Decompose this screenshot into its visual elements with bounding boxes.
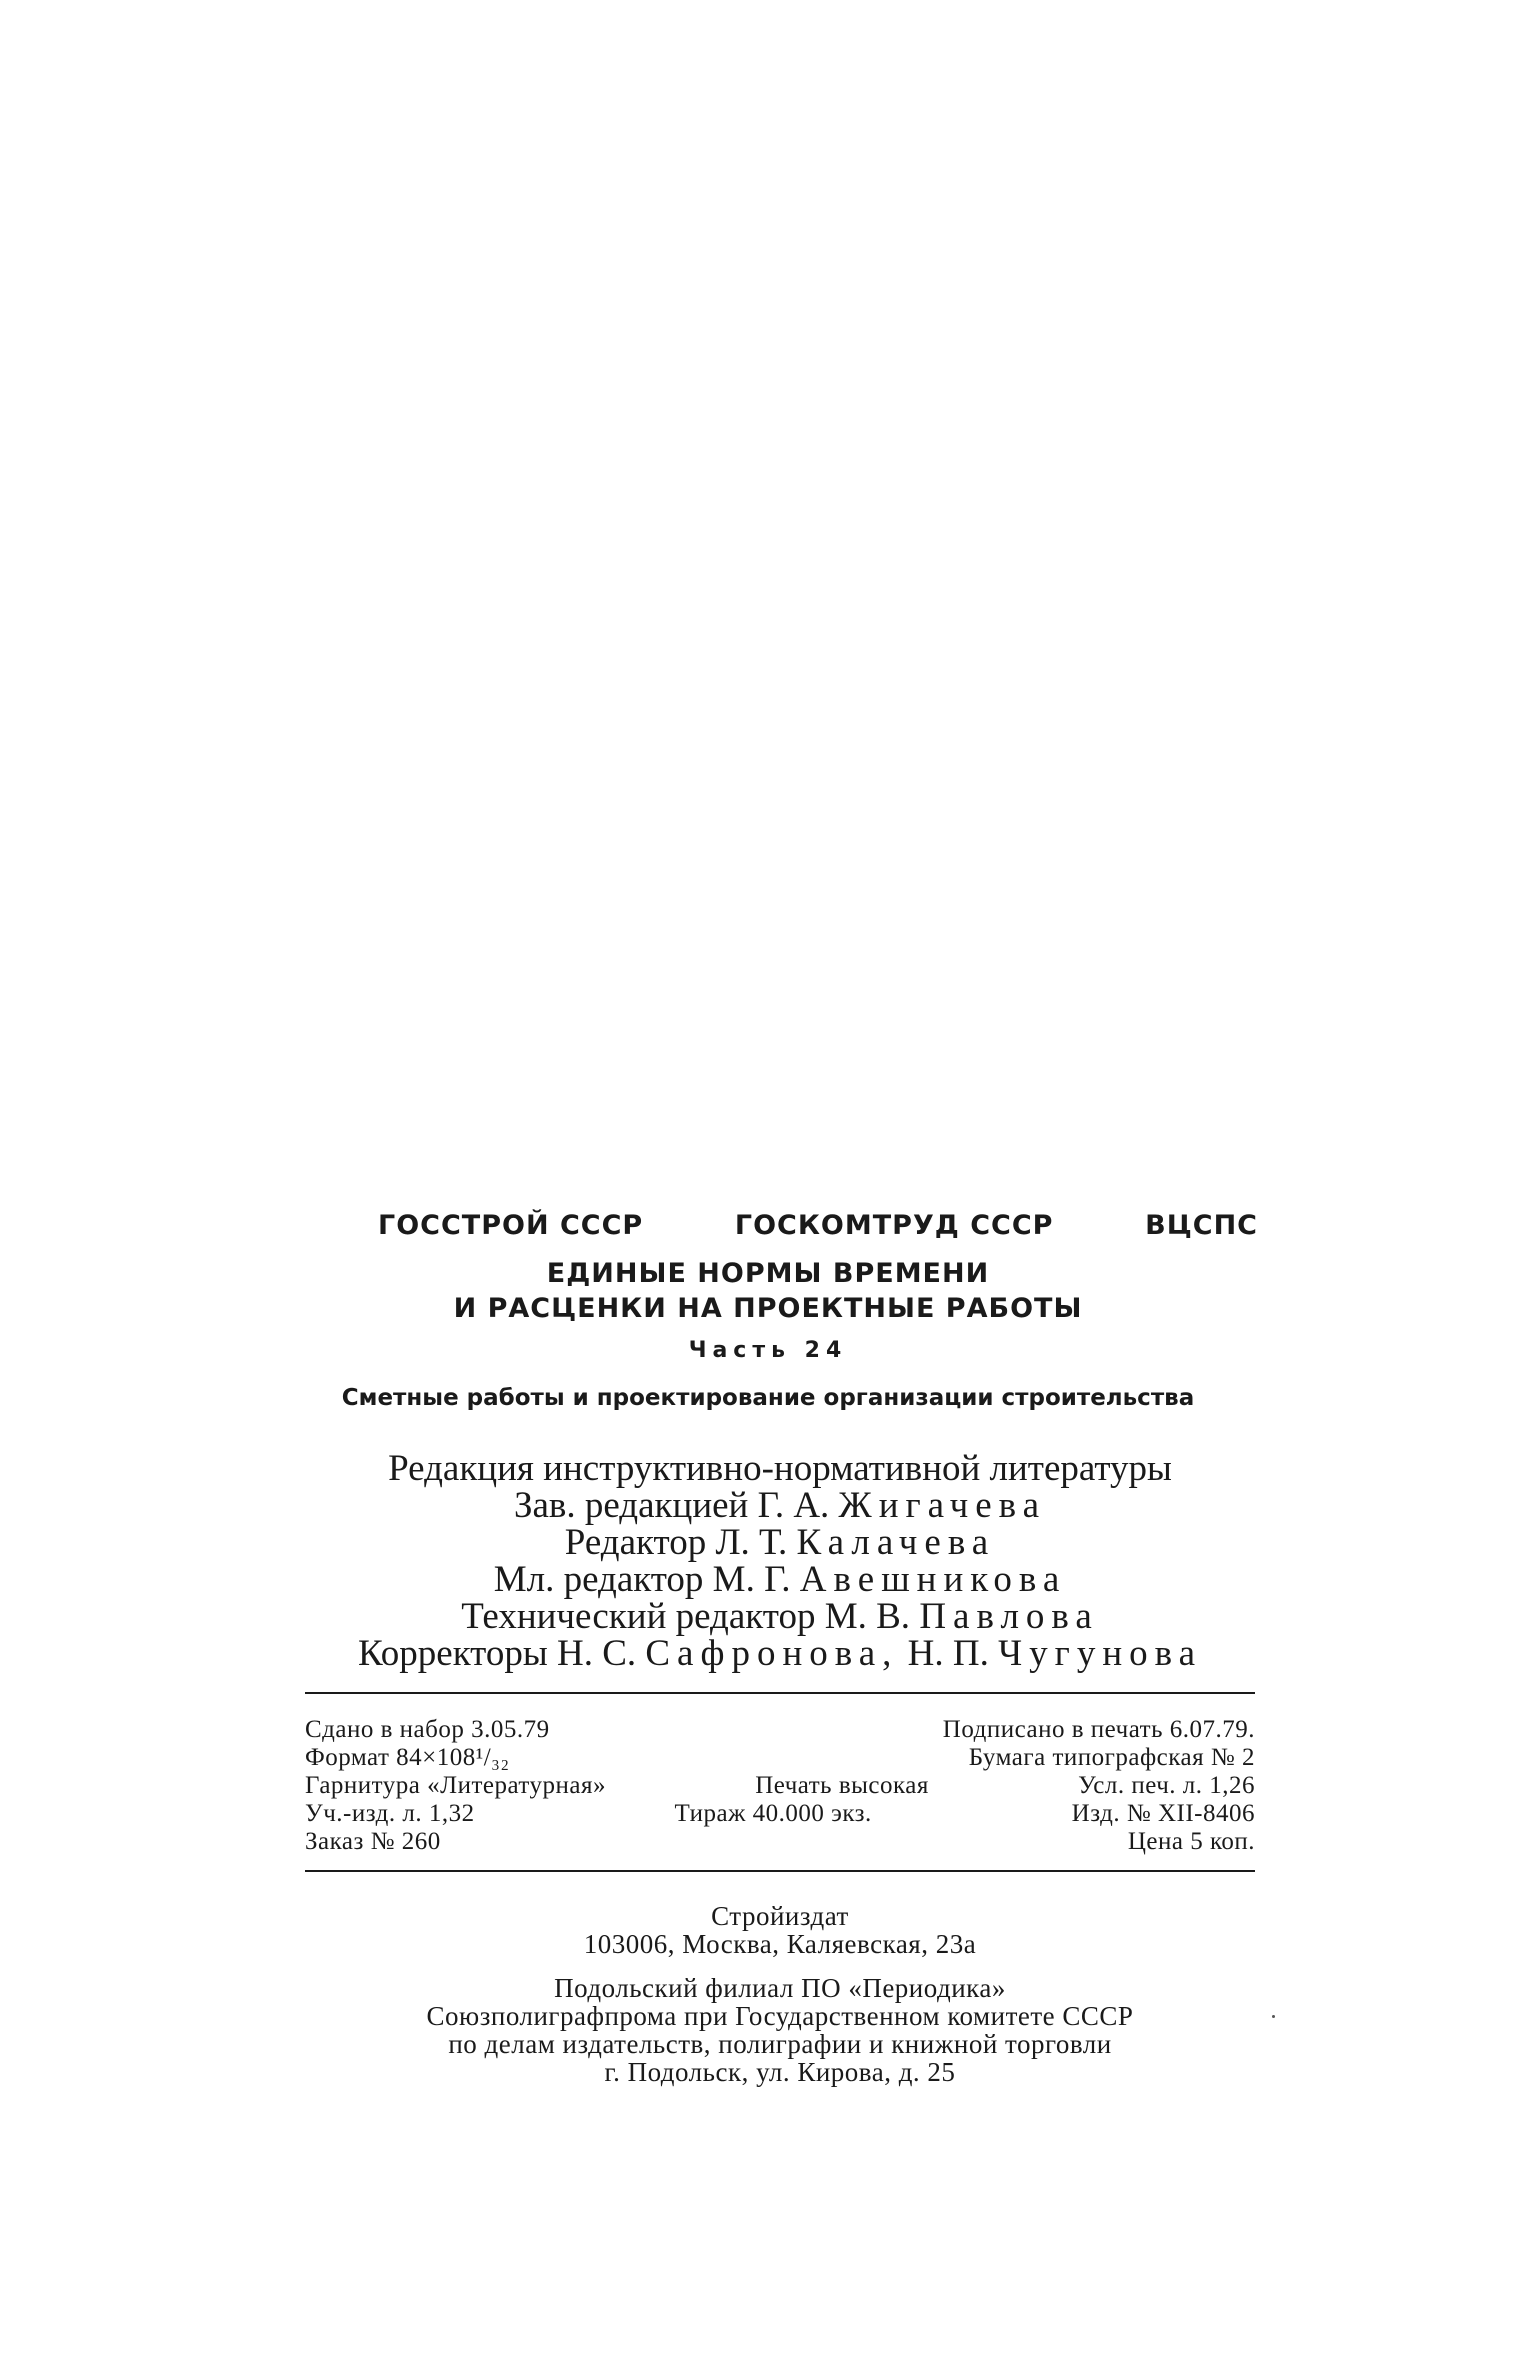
technical-editor-name: Павлова xyxy=(919,1596,1099,1637)
price: Цена 5 коп. xyxy=(1127,1828,1255,1855)
correctors xyxy=(290,1635,1270,1672)
document-title-line-2: И РАСЦЕНКИ НА ПРОЕКТНЫЕ РАБОТЫ xyxy=(453,1293,1083,1324)
paper-type: Бумага типографская № 2 xyxy=(968,1744,1255,1771)
corrector-2-initials: Н. П. xyxy=(907,1633,989,1674)
imprint-row xyxy=(305,1744,1255,1772)
head-of-office-role: Зав. редакцией Г. А. xyxy=(513,1485,830,1526)
printer-line: по делам издательств, полиграфии и книжной торговли xyxy=(448,2029,1112,2059)
printer-line: Союзполиграфпрома при Государственном комитете СССР xyxy=(426,2001,1134,2031)
imprint-row xyxy=(305,1800,1255,1828)
divider-top xyxy=(305,1692,1255,1694)
imprint-row xyxy=(305,1772,1255,1800)
head-of-office xyxy=(290,1487,1270,1524)
editor xyxy=(290,1524,1270,1561)
technical-editor-role: Технический редактор М. В. xyxy=(461,1596,911,1637)
edition-number: Изд. № XII-8406 xyxy=(1071,1800,1255,1827)
imprint-row xyxy=(305,1716,1255,1744)
editorial-office: Редакция инструктивно-нормативной литературы xyxy=(388,1448,1172,1489)
signed-to-print-date: Подписано в печать 6.07.79. xyxy=(942,1716,1255,1743)
printer-line: г. Подольск, ул. Кирова, д. 25 xyxy=(604,2057,956,2087)
typeface: Гарнитура «Литературная» xyxy=(305,1772,607,1799)
correctors-role: Корректоры Н. С. xyxy=(357,1633,637,1674)
imprint-row xyxy=(305,1828,1255,1856)
junior-editor-name: Авешникова xyxy=(799,1559,1067,1600)
printed-sheets: Усл. печ. л. 1,26 xyxy=(1078,1772,1255,1799)
corrector-1-name: Сафронова, xyxy=(645,1633,899,1674)
editorial-staff xyxy=(290,1450,1270,1672)
publisher-sheets: Уч.-изд. л. 1,32 xyxy=(305,1800,475,1827)
scan-speck xyxy=(1272,2015,1275,2018)
technical-editor xyxy=(290,1598,1270,1635)
printer-line: Подольский филиал ПО «Периодика» xyxy=(554,1973,1006,2003)
publisher-name: Стройиздат xyxy=(711,1901,849,1931)
imprint-block xyxy=(305,1716,1255,1856)
printing-method: Печать высокая xyxy=(755,1772,929,1799)
print-run: Тираж 40.000 экз. xyxy=(674,1800,872,1827)
document-subtitle: Сметные работы и проектирование организации строительства xyxy=(341,1385,1195,1411)
typeset-date: Сдано в набор 3.05.79 xyxy=(305,1716,550,1743)
editor-role: Редактор Л. Т. xyxy=(564,1522,788,1563)
publisher-address: 103006, Москва, Каляевская, 23а xyxy=(583,1929,977,1959)
publisher-block xyxy=(300,1902,1260,2086)
order-number: Заказ № 260 xyxy=(305,1828,441,1855)
head-of-office-name: Жигачева xyxy=(838,1485,1047,1526)
part-number: Часть 24 xyxy=(688,1338,848,1363)
format: Формат 84×108¹/₃₂ xyxy=(305,1744,510,1771)
junior-editor-role: Мл. редактор М. Г. xyxy=(493,1559,791,1600)
divider-bottom xyxy=(305,1870,1255,1872)
agency-gosstroy: ГОССТРОЙ СССР xyxy=(378,1210,644,1241)
junior-editor xyxy=(290,1561,1270,1598)
editor-name: Калачева xyxy=(796,1522,996,1563)
agency-vtssps: ВЦСПС xyxy=(1145,1210,1258,1241)
issuing-agencies xyxy=(378,1210,1258,1241)
corrector-2-name: Чугунова xyxy=(998,1633,1203,1674)
agency-goskomtrud: ГОСКОМТРУД СССР xyxy=(734,1210,1054,1241)
document-title-line-1: ЕДИНЫЕ НОРМЫ ВРЕМЕНИ xyxy=(546,1258,990,1289)
